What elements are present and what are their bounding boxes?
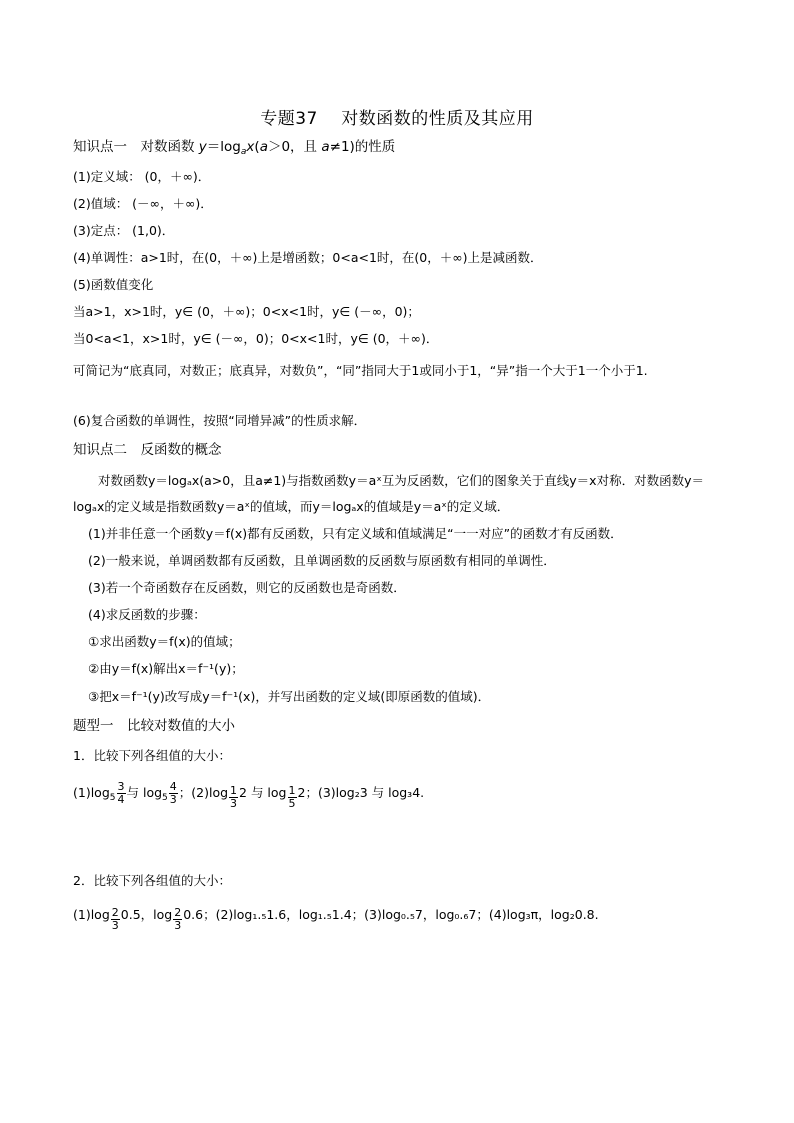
math-subscript: a (240, 147, 247, 157)
property-value-change: (5)函数值变化 (73, 277, 154, 292)
fraction-numerator: 2 (174, 906, 182, 919)
fraction-denominator: 4 (117, 793, 125, 806)
property-composite: (6)复合函数的单调性，按照“同增异减”的性质求解． (73, 413, 367, 428)
fraction (288, 785, 297, 810)
question-1-stem: 1．比较下列各组值的大小： (73, 748, 231, 763)
inverse-point-3: (3)若一个奇函数存在反函数，则它的反函数也是奇函数． (88, 580, 406, 595)
math-text: (3)log₂3 与 log₃4. (317, 785, 425, 800)
inverse-point-2: (2)一般来说，单调函数都有反函数，且单调函数的反函数与原函数有相同的单调性． (88, 553, 556, 568)
math-text: ＝log (206, 139, 241, 155)
heading-text: 知识点一 对数函数 (73, 139, 199, 155)
fraction (117, 781, 126, 806)
math-var: a (321, 139, 330, 155)
fraction-denominator: 3 (169, 793, 177, 806)
math-var: y (198, 139, 207, 155)
inverse-paragraph: 对数函数y＝logₐx(a>0，且a≠1)与指数函数y＝aˣ互为反函数，它们的图象关于直线y＝x对称．对数函数y＝logₐx的定义域是指数函数y＝aˣ的值域，而y＝logₐx的值域是y＝aˣ的定义域． (73, 473, 704, 514)
property-domain: (1)定义域： (0，＋∞)． (73, 169, 211, 184)
section-heading-2: 知识点二 反函数的概念 (73, 442, 222, 458)
fraction-denominator: 3 (230, 797, 238, 810)
math-subscript: 5 (109, 793, 116, 803)
value-case-2: 当0<a<1，x>1时，y∈ (－∞，0)；0<x<1时，y∈ (0，＋∞)． (73, 331, 439, 346)
fraction-numerator: 3 (117, 780, 125, 793)
math-text: 0.6； (183, 907, 216, 922)
fraction-numerator: 4 (169, 780, 177, 793)
inverse-step-2: ②由y＝f(x)解出x＝f⁻¹(y)； (88, 661, 244, 676)
fraction-denominator: 3 (111, 919, 119, 932)
math-text: ＞0，且 (267, 139, 322, 155)
math-subscript: 5 (162, 793, 168, 803)
math-text: 0.5，log (120, 907, 173, 922)
math-var: a (259, 139, 268, 155)
page-title: 专题37 对数函数的性质及其应用 (260, 109, 534, 129)
memo-paragraph: 可简记为“底真同，对数正；底真异，对数负”，“同”指同大于1或同小于1，“异”指一个大于1一个小于1. (73, 363, 648, 378)
fraction (173, 907, 182, 932)
fraction-numerator: 1 (230, 784, 238, 797)
fraction (229, 785, 238, 810)
math-var: x (246, 139, 255, 155)
fraction (169, 781, 178, 806)
value-case-1: 当a>1，x>1时，y∈ (0，＋∞)；0<x<1时，y∈ (－∞，0)； (73, 304, 420, 319)
math-text: 与 log (126, 785, 163, 800)
inverse-step-3: ③把x＝f⁻¹(y)改写成y＝f⁻¹(x)，并写出函数的定义域(即原函数的值域)． (88, 689, 491, 704)
inverse-point-4: (4)求反函数的步骤： (88, 607, 206, 622)
question-2-stem: 2．比较下列各组值的大小： (73, 873, 231, 888)
fraction (111, 907, 120, 932)
property-range: (2)值域： (－∞，＋∞)． (73, 196, 213, 211)
math-text: (2)log₁.₅1.6，log₁.₅1.4；(3)log₀.₅7，log₀.₆7；(4)log₃π，log₂0.8. (215, 907, 599, 922)
section-heading-1 (73, 138, 734, 156)
math-text: (1)log (73, 785, 110, 800)
math-text: 2 与 log (239, 785, 287, 800)
math-text: ；(2)log (178, 785, 229, 800)
inverse-step-1: ①求出函数y＝f(x)的值域； (88, 634, 241, 649)
math-text: ≠1)的性质 (329, 139, 396, 155)
section-heading-3: 题型一 比较对数值的大小 (73, 718, 235, 734)
math-text: (1)log (73, 907, 110, 922)
property-fixed-point: (3)定点： (1,0)． (73, 223, 175, 238)
property-monotonic: (4)单调性：a>1时，在(0，＋∞)上是增函数；0<a<1时，在(0，＋∞)上是减函数． (73, 250, 543, 265)
math-text: 2； (297, 785, 318, 800)
fraction-denominator: 3 (174, 919, 182, 932)
fraction-numerator: 1 (288, 784, 296, 797)
math-text: ( (254, 139, 260, 155)
question-1-parts (73, 778, 734, 810)
fraction-denominator: 5 (288, 797, 296, 810)
fraction-numerator: 2 (111, 906, 119, 919)
inverse-point-1: (1)并非任意一个函数y＝f(x)都有反函数，只有定义域和值域满足“一一对应”的函数才有反函数． (88, 526, 623, 541)
question-2-parts (73, 900, 734, 932)
